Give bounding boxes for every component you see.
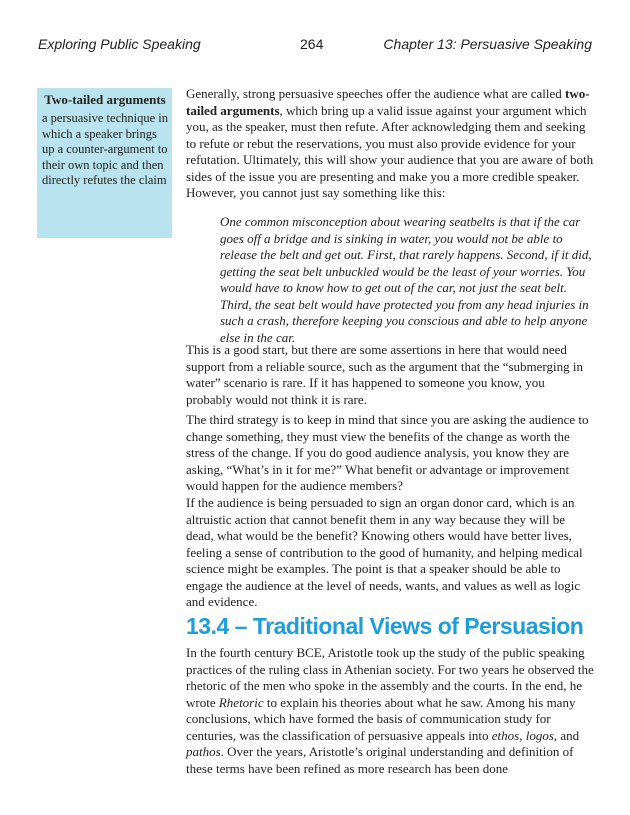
paragraph-organ-donor <box>186 495 594 611</box>
p5-rhetoric: Rhetoric <box>218 694 264 710</box>
p5-ethos: ethos <box>491 727 520 743</box>
section-heading: 13.4 – Traditional Views of Persuasion <box>186 613 584 639</box>
paragraph-good-start <box>186 342 594 408</box>
running-header-chapter: Chapter 13: Persuasive Speaking <box>383 36 592 52</box>
p2-text: This is a good start, but there are some assertions in here that would need support from a reliable source, such as the argument that the “submerging in water” scenario is rare. If it has happened to someone you know, you probably would not think it is rare. <box>186 342 583 407</box>
glossary-definition: a persuasive technique in which a speaker brings up a counter-argument to their own topic and then directly refutes the claim <box>42 111 168 187</box>
paragraph-third-strategy <box>186 412 594 495</box>
running-header-book-title: Exploring Public Speaking <box>38 36 201 52</box>
glossary-term: Two-tailed arguments <box>44 92 166 107</box>
p1-text-pre: Generally, strong persuasive speeches offer the audience what are called <box>186 86 565 101</box>
p5-logos: logos <box>525 727 554 743</box>
p5-text-a: In the fourth century BCE, Aristotle took up the study of the public speaking practices of the ruling class in Athenian society. For two years he observed the rhetoric of the men who spoke in the assembly and the courts. In the end, he wrote <box>186 645 594 710</box>
paragraph-aristotle <box>186 645 594 777</box>
p4-text: If the audience is being persuaded to sign an organ donor card, which is an altruistic action that cannot benefit them in any way because they will be dead, what would be the benefit? Knowing others would have better lives, feeling a sense of contribution to the good of humanity, and helping medical science might be examples. The point is that a speaker should be able to engage the audience at the level of needs, wants, and values as well as logic and evidence. <box>186 495 583 609</box>
p5-text-b: to explain his theories about what he saw. Among his many conclusions, which have formed the basis of communication study for centuries, was the classification of persuasive appeals into <box>186 694 576 743</box>
paragraph-two-tailed-arguments <box>186 86 594 202</box>
p3-text: The third strategy is to keep in mind that since you are asking the audience to change something, they must view the benefits of the change as worth the stress of the change. If you do good audience analysis, you know they are asking, “What’s in it for me?” What benefit or advantage or improvement would happen for the audience members? <box>186 412 589 493</box>
glossary-sidebar <box>37 88 172 238</box>
page-number: 264 <box>300 36 324 52</box>
block-quote-seatbelt: One common misconception about wearing seatbelts is that if the car goes off a bridge and is sinking in water, you would not be able to release the belt and get out. First, that rarely happens. Second, if it did, getting the seat belt unbuckled would be the least of your worries. You would have to know how to get out of the car, not just the seat belt. Third, the seat belt would have protected you from any head injuries in such a crash, therefore keeping you conscious and able to help anyone else in the car. <box>220 214 592 345</box>
p5-pathos: pathos <box>186 744 221 759</box>
p1-text-post: , which bring up a valid issue against your argument which you, as the speaker, must then refute. After acknowledging them and seeking to refute or rebut the reservations, you must also provide evidence for your refutation. Ultimately, this will show your audience that you are aware of both sides of the issue you are presenting and make you a more credible speaker. However, you cannot just say something like this: <box>186 102 594 200</box>
p5-text-c: , <box>519 727 526 743</box>
p5-text-d: , and <box>553 727 580 743</box>
p1-bold-term: two-tailed arguments <box>186 86 590 118</box>
p5-text-e: . Over the years, Aristotle’s original understanding and definition of these terms have been refined as more research has been done <box>186 744 574 776</box>
